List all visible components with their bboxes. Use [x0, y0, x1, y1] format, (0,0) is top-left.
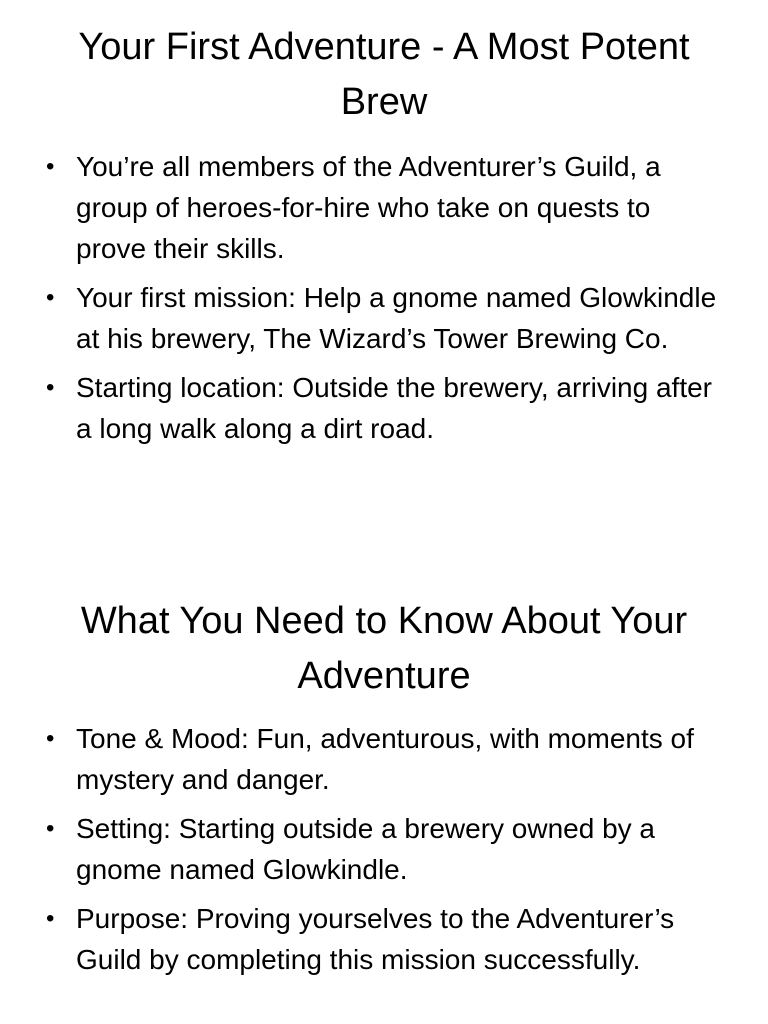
bullet-text: Your first mission: Help a gnome named Glowkindle at his brewery, The Wizard’s Tower Brewing Co. [76, 282, 717, 354]
bullet-item [46, 808, 724, 890]
bullet-dot-icon: • [46, 725, 55, 752]
bullet-list [0, 146, 768, 449]
slide-title: Your First Adventure - A Most Potent Brew [78, 26, 690, 123]
bullet-dot-icon: • [46, 284, 55, 311]
bullet-item [46, 367, 724, 449]
bullet-text: Purpose: Proving yourselves to the Adventurer’s Guild by completing this mission successfully. [76, 903, 675, 975]
slide-title: What You Need to Know About Your Adventure [80, 600, 688, 697]
bullet-dot-icon: • [46, 153, 55, 180]
bullet-item [46, 146, 724, 269]
slide-2 [0, 576, 768, 1024]
bullet-list [0, 718, 768, 980]
bullet-item [46, 718, 724, 800]
bullet-text: You’re all members of the Adventurer’s Guild, a group of heroes-for-hire who take on quests to prove their skills. [76, 151, 661, 264]
bullet-item [46, 898, 724, 980]
bullet-dot-icon: • [46, 374, 55, 401]
bullet-dot-icon: • [46, 815, 55, 842]
bullet-text: Starting location: Outside the brewery, arriving after a long walk along a dirt road. [76, 372, 713, 444]
bullet-dot-icon: • [46, 905, 55, 932]
bullet-item [46, 277, 724, 359]
bullet-text: Tone & Mood: Fun, adventurous, with moments of mystery and danger. [76, 723, 694, 795]
bullet-text: Setting: Starting outside a brewery owned by a gnome named Glowkindle. [76, 813, 656, 885]
